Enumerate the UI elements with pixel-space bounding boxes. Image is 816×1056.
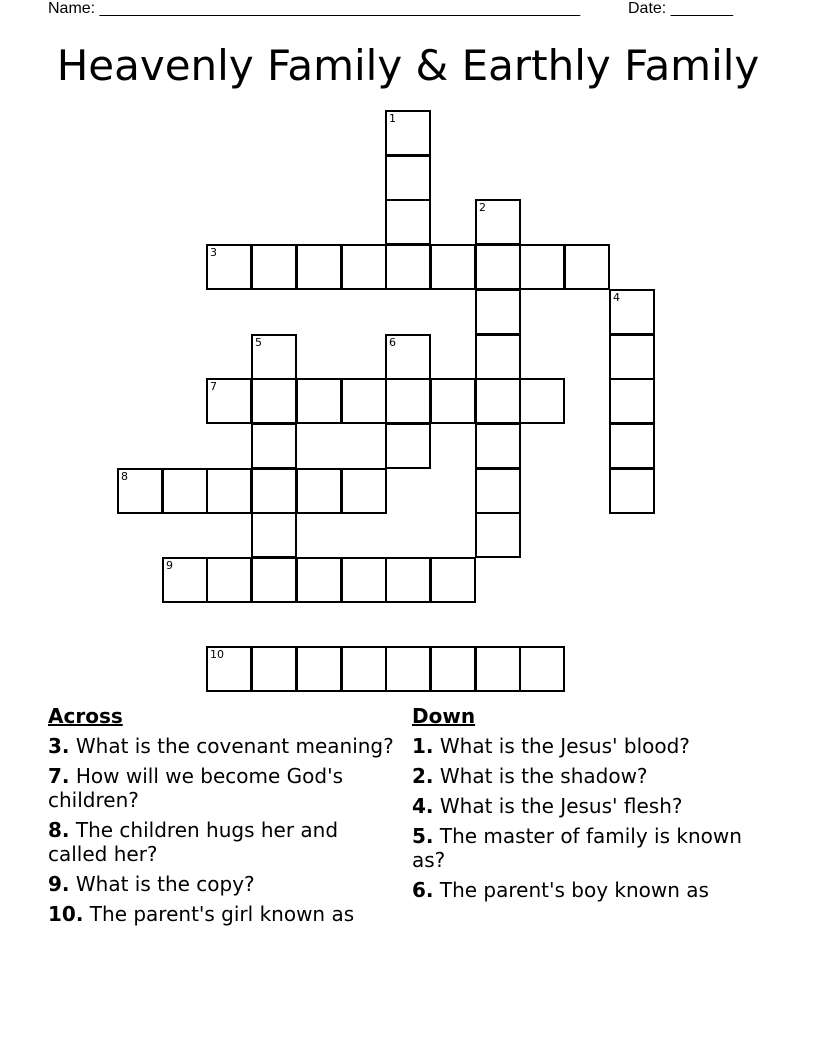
crossword-cell[interactable] [341, 378, 387, 424]
across-heading: Across [48, 704, 123, 728]
clue-text: The master of family is known as? [412, 824, 742, 872]
crossword-cell[interactable] [475, 244, 521, 290]
crossword-cell[interactable] [475, 512, 521, 558]
crossword-cell[interactable] [296, 646, 342, 692]
crossword-cell[interactable] [385, 646, 431, 692]
cell-number: 1 [389, 112, 396, 125]
crossword-cell[interactable] [475, 289, 521, 335]
across-clue [48, 764, 398, 812]
crossword-cell[interactable] [475, 378, 521, 424]
crossword-cell[interactable] [206, 557, 252, 603]
crossword-cell[interactable] [341, 468, 387, 514]
clue-text: What is the Jesus' flesh? [439, 794, 683, 818]
crossword-cell[interactable] [251, 646, 297, 692]
crossword-cell[interactable] [162, 557, 208, 603]
cell-number: 9 [166, 559, 173, 572]
crossword-cell[interactable] [385, 244, 431, 290]
cell-number: 5 [255, 336, 262, 349]
cell-number: 2 [479, 201, 486, 214]
crossword-cell[interactable] [206, 468, 252, 514]
crossword-cell[interactable] [475, 334, 521, 380]
crossword-cell[interactable] [162, 468, 208, 514]
down-clue [412, 794, 742, 818]
crossword-cell[interactable] [385, 155, 431, 201]
crossword-cell[interactable] [609, 289, 655, 335]
crossword-cell[interactable] [385, 557, 431, 603]
crossword-cell[interactable] [341, 557, 387, 603]
across-clue [48, 818, 398, 866]
across-clue [48, 734, 398, 758]
crossword-cell[interactable] [251, 378, 297, 424]
crossword-cell[interactable] [564, 244, 610, 290]
clue-number: 7. [48, 764, 70, 788]
down-clue [412, 764, 742, 788]
crossword-cell[interactable] [251, 334, 297, 380]
crossword-cell[interactable] [609, 378, 655, 424]
crossword-cell[interactable] [519, 646, 565, 692]
cell-number: 3 [210, 246, 217, 259]
clue-number: 1. [412, 734, 434, 758]
clue-number: 6. [412, 878, 434, 902]
crossword-cell[interactable] [206, 244, 252, 290]
crossword-cell[interactable] [296, 244, 342, 290]
clue-number: 5. [412, 824, 434, 848]
name-line: Name: ______________________________________________________ [48, 0, 581, 17]
cell-number: 8 [121, 470, 128, 483]
page-title: Heavenly Family & Earthly Family [56, 41, 760, 90]
clue-text: What is the covenant meaning? [75, 734, 394, 758]
crossword-cell[interactable] [251, 557, 297, 603]
crossword-cell[interactable] [117, 468, 163, 514]
crossword-cell[interactable] [251, 244, 297, 290]
crossword-cell[interactable] [341, 244, 387, 290]
clue-text: The parent's boy known as [439, 878, 709, 902]
crossword-cell[interactable] [385, 110, 431, 156]
crossword-cell[interactable] [519, 244, 565, 290]
clue-number: 4. [412, 794, 434, 818]
cell-number: 6 [389, 336, 396, 349]
down-clue [412, 824, 742, 872]
crossword-cell[interactable] [475, 468, 521, 514]
crossword-cell[interactable] [430, 646, 476, 692]
cell-number: 7 [210, 380, 217, 393]
clue-number: 2. [412, 764, 434, 788]
clue-text: How will we become God's children? [48, 764, 343, 812]
clue-text: What is the Jesus' blood? [439, 734, 690, 758]
crossword-cell[interactable] [475, 199, 521, 245]
crossword-cell[interactable] [609, 334, 655, 380]
crossword-cell[interactable] [430, 244, 476, 290]
crossword-cell[interactable] [475, 423, 521, 469]
crossword-cell[interactable] [206, 646, 252, 692]
clue-text: The children hugs her and called her? [48, 818, 339, 866]
clue-text: The parent's girl known as [89, 902, 355, 926]
crossword-cell[interactable] [519, 378, 565, 424]
date-line: Date: _______ [628, 0, 733, 17]
crossword-cell[interactable] [251, 512, 297, 558]
crossword-cell[interactable] [430, 378, 476, 424]
crossword-cell[interactable] [609, 468, 655, 514]
clue-number: 3. [48, 734, 70, 758]
crossword-cell[interactable] [430, 557, 476, 603]
crossword-cell[interactable] [385, 378, 431, 424]
down-clue [412, 878, 742, 902]
across-clue [48, 902, 398, 926]
crossword-cell[interactable] [385, 423, 431, 469]
crossword-cell[interactable] [475, 646, 521, 692]
down-clues [412, 704, 742, 908]
clue-text: What is the shadow? [439, 764, 648, 788]
crossword-cell[interactable] [385, 199, 431, 245]
down-heading: Down [412, 704, 476, 728]
crossword-cell[interactable] [251, 423, 297, 469]
clue-text: What is the copy? [75, 872, 255, 896]
across-clues [48, 704, 398, 932]
clue-number: 8. [48, 818, 70, 842]
cell-number: 10 [210, 648, 224, 661]
crossword-cell[interactable] [296, 378, 342, 424]
crossword-cell[interactable] [385, 334, 431, 380]
clue-number: 10. [48, 902, 84, 926]
crossword-cell[interactable] [609, 423, 655, 469]
down-clue [412, 734, 742, 758]
crossword-cell[interactable] [251, 468, 297, 514]
crossword-cell[interactable] [206, 378, 252, 424]
cell-number: 4 [613, 291, 620, 304]
crossword-cell[interactable] [296, 557, 342, 603]
clue-number: 9. [48, 872, 70, 896]
across-clue [48, 872, 398, 896]
crossword-cell[interactable] [296, 468, 342, 514]
crossword-cell[interactable] [341, 646, 387, 692]
